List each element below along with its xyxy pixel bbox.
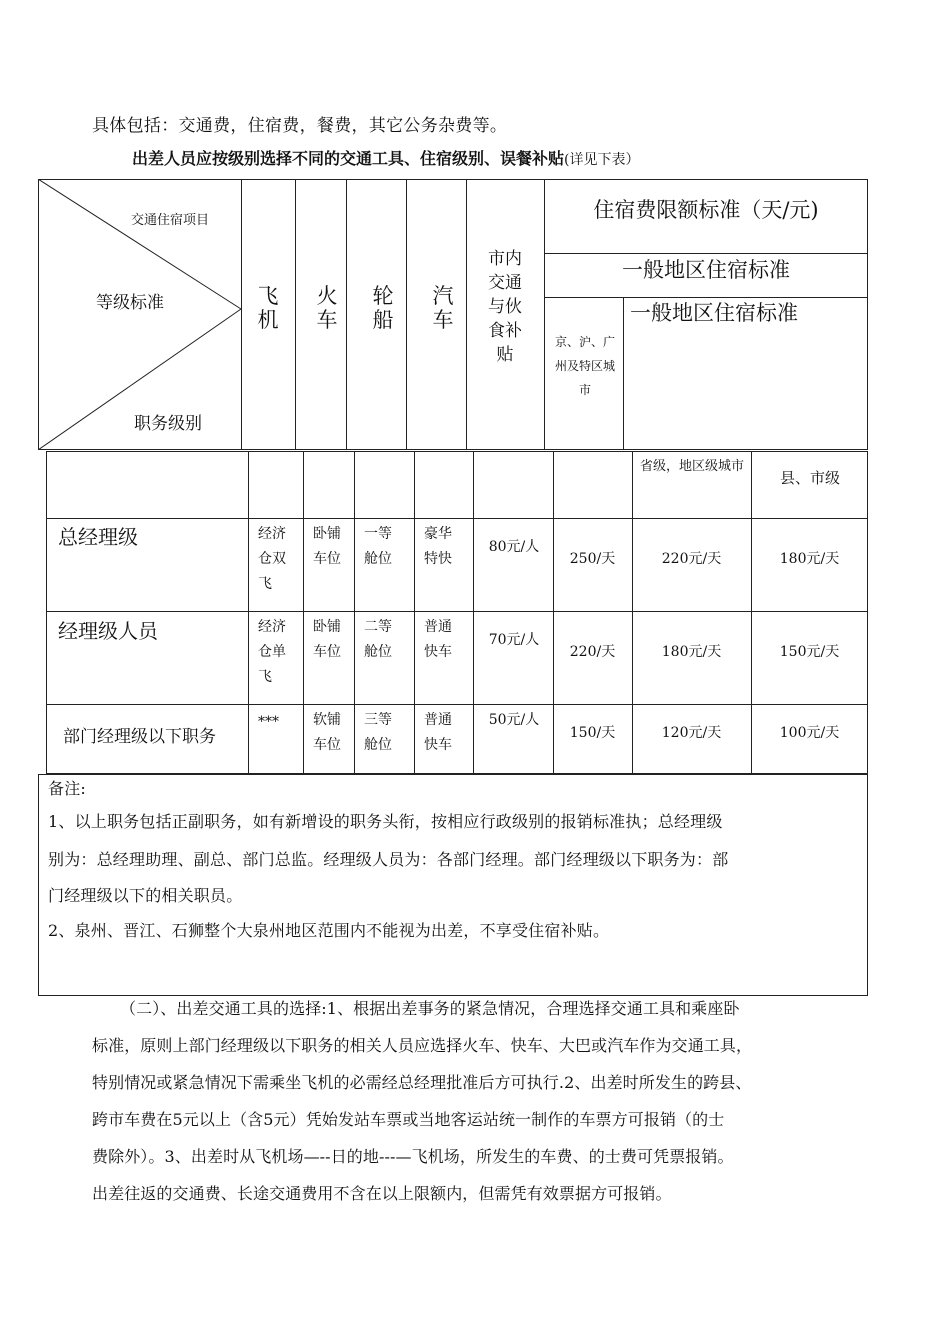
row-province: 220元/天 — [661, 551, 722, 567]
diag-mid-label: 等级标准 — [96, 293, 164, 313]
section2-line4: 跨市车费在5元以上（含5元）凭始发站车票或当地客运站统一制作的车票方可报销（的士 — [92, 1110, 725, 1129]
row-train: 软铺车位 — [313, 712, 341, 753]
row-level: 部门经理级以下职务 — [63, 727, 216, 747]
intro-line: 具体包括：交通费，住宿费，餐费，其它公务杂费等。 — [92, 116, 508, 136]
diag-bottom-label: 职务级别 — [134, 414, 202, 434]
row-train: 卧铺车位 — [313, 526, 341, 567]
row-plane: 经济仓单飞 — [258, 619, 286, 685]
section2-line3: 特别情况或紧急情况下需乘坐飞机的必需经总经理批准后方可执行.2、出差时所发生的跨县、 — [92, 1073, 752, 1092]
table-title-text: 出差人员应按级别选择不同的交通工具、住宿级别、误餐补贴 — [132, 149, 565, 168]
province-city-header: 省级，地区级城市 — [639, 459, 744, 474]
notes-item2: 2、泉州、晋江、石狮整个大泉州地区范围内不能视为出差，不享受住宿补贴。 — [48, 921, 610, 940]
row-level: 总经理级 — [58, 525, 138, 549]
notes-item1-line2: 别为：总经理助理、副总、部门总监。经理级人员为：各部门经理。部门经理级以下职务为：部 — [48, 850, 729, 869]
lodging-title: 住宿费限额标准（天/元) — [593, 198, 819, 222]
row-province: 120元/天 — [661, 725, 722, 741]
row-plane: *** — [258, 714, 279, 730]
plane-header: 飞机 — [257, 284, 279, 332]
row-special: 250/天 — [569, 551, 616, 567]
section2-line6: 出差往返的交通费、长途交通费用不含在以上限额内，但需凭有效票据方可报销。 — [92, 1184, 672, 1203]
ship-header: 轮船 — [372, 284, 394, 332]
row-county: 100元/天 — [779, 725, 840, 741]
row-train: 卧铺车位 — [313, 619, 341, 660]
row-ship: 三等舱位 — [364, 712, 392, 753]
general-area-header-2: 一般地区住宿标准 — [630, 301, 798, 325]
table-title-note: (详见下表） — [564, 152, 640, 168]
section2-line1: （二）、出差交通工具的选择:1、根据出差事务的紧急情况，合理选择交通工具和乘座卧 — [120, 999, 740, 1018]
section2-line2: 标准，原则上部门经理级以下职务的相关人员应选择火车、快车、大巴或汽车作为交通工具， — [92, 1036, 753, 1055]
notes-item1-line3: 门经理级以下的相关职员。 — [48, 886, 243, 905]
row-plane: 经济仓双飞 — [258, 526, 286, 592]
row-allowance: 70元/人 — [488, 632, 540, 648]
train-header: 火车 — [316, 284, 338, 332]
row-ship: 二等舱位 — [364, 619, 392, 660]
row-county: 150元/天 — [779, 644, 840, 660]
special-cities-header: 京、沪、广州及特区城市 — [554, 335, 615, 397]
row-ship: 一等舱位 — [364, 526, 392, 567]
city-transport-header: 市内交通与伙食补贴 — [488, 249, 522, 365]
row-special: 150/天 — [569, 725, 616, 741]
row-bus: 普通快车 — [424, 619, 452, 660]
general-area-header-1: 一般地区住宿标准 — [622, 258, 790, 282]
row-special: 220/天 — [569, 644, 616, 660]
row-province: 180元/天 — [661, 644, 722, 660]
row-bus: 豪华特快 — [424, 526, 452, 567]
diag-top-label: 交通住宿项目 — [131, 213, 210, 228]
table-title — [132, 146, 639, 169]
row-bus: 普通快车 — [424, 712, 452, 753]
notes-item1-line1: 1、以上职务包括正副职务，如有新增设的职务头衔，按相应行政级别的报销标准执；总经理级 — [48, 812, 723, 831]
bus-header: 汽车 — [432, 284, 454, 332]
row-level: 经理级人员 — [58, 619, 158, 643]
row-allowance: 80元/人 — [488, 539, 540, 555]
notes-label: 备注: — [48, 779, 86, 798]
county-city-header: 县、市级 — [779, 469, 840, 487]
row-allowance: 50元/人 — [488, 712, 540, 728]
section2-line5: 费除外）。3、出差时从飞机场—--日的地---—飞机场，所发生的车费、的士费可凭票报销。 — [92, 1147, 734, 1166]
row-county: 180元/天 — [779, 551, 840, 567]
